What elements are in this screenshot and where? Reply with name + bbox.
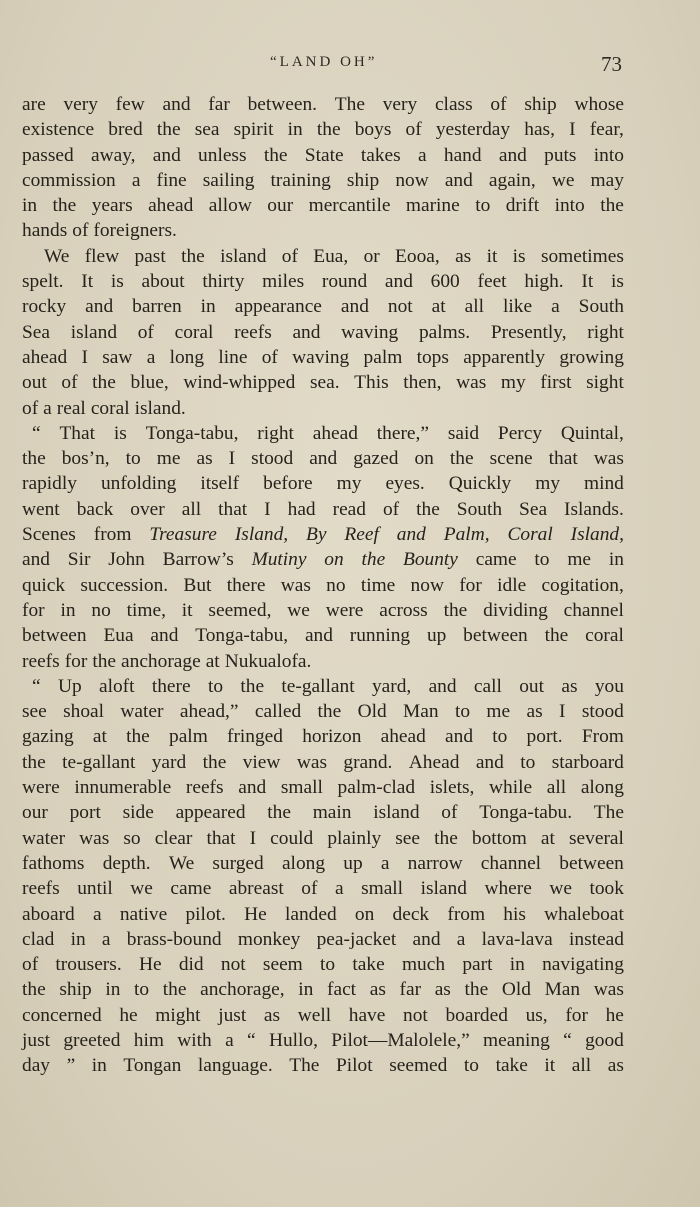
text-line: between Eua and Tonga-tabu, and running up between the coral xyxy=(22,625,624,647)
text-line: passed away, and unless the State takes a hand and puts into xyxy=(22,144,624,166)
text-line: went back over all that I had read of the South Sea Islands. xyxy=(22,498,624,520)
text-line: spelt. It is about thirty miles round and 600 feet high. It is xyxy=(22,271,624,293)
text-line: day ” in Tongan language. The Pilot seemed to take it all as xyxy=(22,1055,624,1077)
body-text xyxy=(22,92,624,1079)
text-line: are very few and far between. The very class of ship whose xyxy=(22,94,624,115)
text-line: Sea island of coral reefs and waving palms. Presently, right xyxy=(22,321,624,343)
text-line: existence bred the sea spirit in the boys of yesterday has, I fear, xyxy=(22,119,624,141)
text-line: just greeted him with a “ Hullo, Pilot—Malolele,” meaning “ good xyxy=(22,1029,624,1051)
text-line: quick succession. But there was no time now for idle cogitation, xyxy=(22,574,624,596)
text-line: in the years ahead allow our mercantile marine to drift into the xyxy=(22,195,624,217)
text-line: commission a fine sailing training ship now and again, we may xyxy=(22,169,624,191)
text-line: gazing at the palm fringed horizon ahead and to port. From xyxy=(22,726,624,748)
text-line: water was so clear that I could plainly see the bottom at several xyxy=(22,827,624,849)
text-line: “ That is Tonga-tabu, right ahead there,” said Percy Quintal, xyxy=(32,422,624,444)
text-line: see shoal water ahead,” called the Old Man to me as I stood xyxy=(22,701,624,723)
text-line: rocky and barren in appearance and not at all like a South xyxy=(22,296,624,318)
text-line: Scenes from Treasure Island, By Reef and Palm, Coral Island, xyxy=(22,524,624,546)
text-line: our port side appeared the main island of Tonga-tabu. The xyxy=(22,802,624,824)
text-line: We flew past the island of Eua, or Eooa, as it is sometimes xyxy=(44,245,624,267)
text-line: for in no time, it seemed, we were across the dividing channel xyxy=(22,599,624,621)
text-line: ahead I saw a long line of waving palm tops apparently growing xyxy=(22,346,624,368)
text-line: “ Up aloft there to the te-gallant yard, and call out as you xyxy=(32,675,624,697)
text-line: hands of foreigners. xyxy=(22,220,177,242)
text-line: fathoms depth. We surged along up a narrow channel between xyxy=(22,852,624,874)
text-line: of a real coral island. xyxy=(22,397,186,419)
chapter-title: “LAND OH” xyxy=(270,54,378,70)
text-line: reefs for the anchorage at Nukualofa. xyxy=(22,650,312,672)
text-line: the te-gallant yard the view was grand. Ahead and to starboard xyxy=(22,751,624,773)
text-line: were innumerable reefs and small palm-clad islets, while all along xyxy=(22,777,624,799)
page-number: 73 xyxy=(601,52,622,76)
text-line: reefs until we came abreast of a small island where we took xyxy=(22,878,624,900)
text-line: of trousers. He did not seem to take much part in navigating xyxy=(22,954,624,976)
text-line: out of the blue, wind-whipped sea. This then, was my first sight xyxy=(22,372,624,394)
text-line: clad in a brass-bound monkey pea-jacket and a lava-lava instead xyxy=(22,928,624,950)
text-line: the ship in to the anchorage, in fact as far as the Old Man was xyxy=(22,979,624,1001)
text-line: concerned he might just as well have not boarded us, for he xyxy=(22,1004,624,1026)
text-line: the bos’n, to me as I stood and gazed on the scene that was xyxy=(22,448,624,470)
text-line: aboard a native pilot. He landed on deck from his whaleboat xyxy=(22,903,624,925)
text-line: and Sir John Barrow’s Mutiny on the Bounty came to me in xyxy=(22,549,624,571)
running-head xyxy=(22,52,622,82)
text-line: rapidly unfolding itself before my eyes. Quickly my mind xyxy=(22,473,624,495)
